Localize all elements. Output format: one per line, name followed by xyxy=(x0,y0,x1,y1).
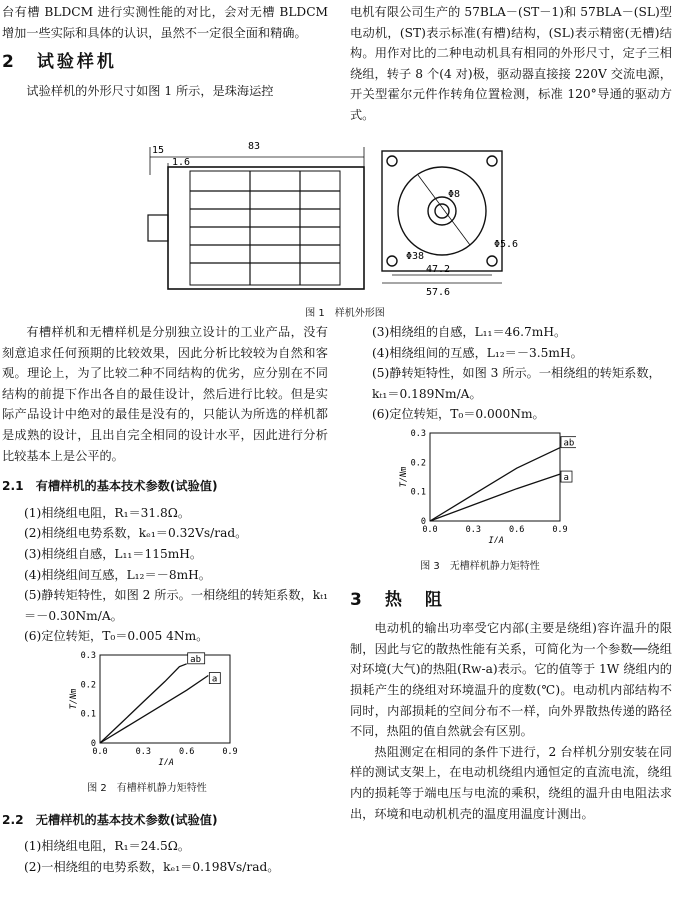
series-line-ab xyxy=(100,664,187,743)
figure-3-chart xyxy=(396,425,576,543)
list-item: (1)相绕组电阻，R₁＝31.8Ω。 xyxy=(24,505,191,520)
dim-1-6: 1.6 xyxy=(172,157,191,168)
right-column-top xyxy=(350,2,672,126)
list-item: (2)一相绕组的电势系数，kₑ₁＝0.198Vs/rad。 xyxy=(24,859,280,874)
paragraph-motor-description: 电机有限公司生产的 57BLA－(ST－1)和 57BLA－(SL)型电动机，(ST)表示标准(有槽)结构，(SL)表示精密(无槽)结构。用作对比的二种电动机具有相同的外形尺寸，定子三相绕组，转子 8 个(4 对)极，驱动器直接接 220V 交流电源，开关型霍尔元件作转角位置检测，标准 120°导通的驱动方式。 xyxy=(350,5,672,122)
thermal-resistance-paragraph-2: 热阻测定在相同的条件下进行，2 台样机分别安装在同样的测试支架上，在电动机绕组内通恒定的直流电流，绕组内的损耗等于端电压与电流的乘积，绕组的温升由电阻法求出，环境和电动机机壳的温度用温度计测出。 xyxy=(350,744,672,821)
y-tick-label: 0.2 xyxy=(80,680,96,691)
slotless-params-list-continued xyxy=(350,322,672,425)
left-column-top xyxy=(2,2,328,101)
dim-47-2: 47.2 xyxy=(426,264,451,275)
x-tick-label: 0.0 xyxy=(422,524,438,535)
thermal-resistance-paragraph-1: 电动机的输出功率受它内部(主要是绕组)容许温升的限制，因此与它的散热性能有关系，可简化为一个参数──绕组对环境(大气)的热阻(Rw-a)表示。它的值等于 1W 绕组内的损耗产生的绕组对环境温升的度数(℃)。电动机内部结构不同时，内部损耗的空间分布不一样，向外界散热传递的路径不同，热阻的值自然就会有区别。 xyxy=(350,621,672,739)
series-label-ab: ab xyxy=(563,438,575,449)
list-item: (4)相绕组间的互感，L₁₂＝－3.5mH。 xyxy=(372,345,583,360)
list-item: (3)相绕组的自感，L₁₁＝46.7mH。 xyxy=(372,325,567,339)
dim-phi-5-6: Φ5.6 xyxy=(494,239,519,250)
dim-phi-8: Φ8 xyxy=(448,189,461,200)
series-label-ab: ab xyxy=(190,654,202,665)
left-column-bottom xyxy=(2,322,328,877)
x-tick-label: 0.6 xyxy=(178,746,195,757)
series-label-a: a xyxy=(563,473,569,484)
section-3-heading: 3 热 阻 xyxy=(350,589,445,610)
figure-2-chart xyxy=(66,647,246,765)
section-2-2-heading: 2.2 无槽样机的基本技术参数(试验值) xyxy=(2,812,218,827)
y-axis-label: T/Nm xyxy=(69,688,79,710)
dim-57-6: 57.6 xyxy=(426,287,451,298)
series-line-ab xyxy=(430,448,560,521)
section-2-heading: 2 试验样机 xyxy=(2,52,117,73)
side-view xyxy=(148,147,364,289)
figure-2-caption: 图 2 有槽样机静力矩特性 xyxy=(87,782,207,794)
list-item: (3)相绕组自感，L₁₁＝115mH。 xyxy=(24,546,203,561)
y-axis-label: T/Nm xyxy=(399,466,409,488)
comparison-paragraph: 有槽样机和无槽样机是分别独立设计的工业产品，没有刻意追求任何预期的比较效果，因此分析比较较为自然和客观。理论上，为了比较二种不同结构的优劣，应分别在不同结构的前提下作出各自的最佳设计，然后进行比较。但是实际产品设计中绝对的最佳是没有的，只能认为所选的样机都是成熟的设计，且出自完全相同的设计水平，因此进行分析比较基本上是公平的。 xyxy=(2,325,328,463)
figure-1-caption: 图 1 样机外形图 xyxy=(305,308,385,319)
y-tick-label: 0.3 xyxy=(410,428,426,439)
list-item: (6)定位转矩，T₀＝0.005 4Nm。 xyxy=(24,629,209,644)
slotted-params-list xyxy=(2,503,328,647)
list-item: (1)相绕组电阻，R₁＝24.5Ω。 xyxy=(24,839,191,854)
list-item: (6)定位转矩，T₀＝0.000Nm。 xyxy=(372,407,545,422)
section-2-1-heading: 2.1 有槽样机的基本技术参数(试验值) xyxy=(2,479,218,494)
x-tick-label: 0.9 xyxy=(222,746,238,757)
right-column-bottom xyxy=(350,322,672,824)
plot-frame xyxy=(100,655,230,743)
x-tick-label: 0.0 xyxy=(92,746,108,757)
figure-1-outline-drawing xyxy=(130,135,560,305)
chart-figure-3 xyxy=(396,425,576,557)
section-2-paragraph: 试验样机的外形尺寸如图 1 所示，是珠海运控 xyxy=(26,83,274,98)
list-item: (5)静转矩特性，如图 2 所示。一相绕组的转矩系数，kₜ₁＝－0.30Nm/A。 xyxy=(24,588,328,623)
y-tick-label: 0.2 xyxy=(410,458,426,469)
x-tick-label: 0.3 xyxy=(135,746,152,757)
x-tick-label: 0.9 xyxy=(552,524,568,535)
y-tick-label: 0.3 xyxy=(80,650,96,661)
list-item: (2)相绕组电势系数，kₑ₁＝0.32Vs/rad。 xyxy=(24,526,248,541)
figure-3-caption: 图 3 无槽样机静力矩特性 xyxy=(420,560,540,572)
x-tick-label: 0.3 xyxy=(465,524,482,535)
y-tick-label: 0.1 xyxy=(410,487,426,498)
x-axis-label: I/A xyxy=(488,535,504,543)
series-line-a xyxy=(100,675,208,743)
list-item: (5)静转矩特性，如图 3 所示。一相绕组的转矩系数，kₜ₁＝0.189Nm/A。 xyxy=(372,366,661,401)
y-tick-label: 0 xyxy=(90,738,96,749)
x-axis-label: I/A xyxy=(158,757,174,765)
dim-83: 83 xyxy=(248,141,261,152)
slotless-params-list xyxy=(2,836,328,877)
series-label-a: a xyxy=(211,674,218,685)
y-tick-label: 0 xyxy=(420,516,426,527)
dim-15: 15 xyxy=(152,145,165,156)
chart-figure-2 xyxy=(66,647,246,779)
paragraph-continued: 台有槽 BLDCM 进行实测性能的对比，会对无槽 BLDCM 增加一些实际和具体的认识，虽然不一定很全面和精确。 xyxy=(2,5,328,40)
list-item: (4)相绕组间互感，L₁₂＝－8mH。 xyxy=(24,567,211,582)
x-tick-label: 0.6 xyxy=(508,524,525,535)
dim-phi-38: Φ38 xyxy=(406,251,425,262)
plot-frame xyxy=(430,433,560,521)
y-tick-label: 0.1 xyxy=(80,709,96,720)
